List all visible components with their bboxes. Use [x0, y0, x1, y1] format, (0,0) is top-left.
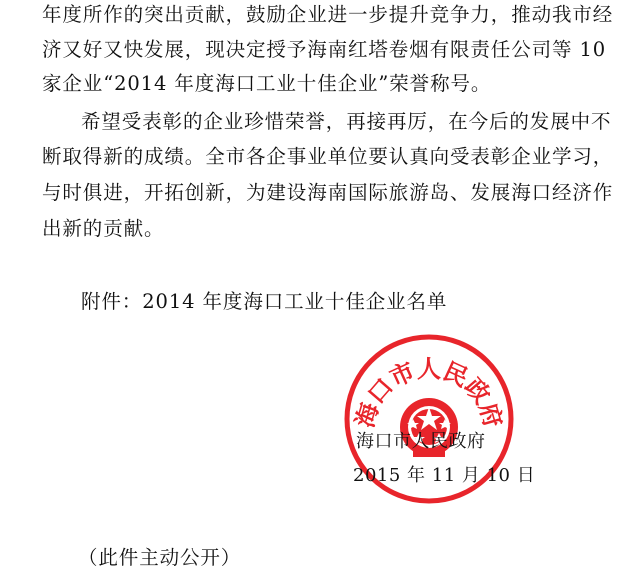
attachment-line: 附件：2014 年度海口工业十佳企业名单 — [81, 290, 448, 313]
body-line-2: 济又好又快发展，现决定授予海南红塔卷烟有限责任公司等 10 — [42, 38, 607, 61]
body-line-3: 家企业“2014 年度海口工业十佳企业”荣誉称号。 — [42, 72, 492, 95]
body-line-1: 年度所作的突出贡献，鼓励企业进一步提升竞争力，推动我市经 — [42, 3, 614, 26]
disclosure-note: （此件主动公开） — [78, 546, 242, 569]
body-line-7: 出新的贡献。 — [42, 217, 165, 240]
seal-text: 海口市人民政府 — [350, 354, 508, 431]
issuer-name: 海口市人民政府 — [356, 431, 486, 452]
body-line-6: 与时俱进，开拓创新，为建设海南国际旅游岛、发展海口经济作 — [42, 181, 614, 204]
issue-date: 2015 年 11 月 10 日 — [353, 465, 536, 486]
body-line-4: 希望受表彰的企业珍惜荣誉，再接再厉，在今后的发展中不 — [81, 110, 612, 133]
body-line-5: 断取得新的成绩。全市各企事业单位要认真向受表彰企业学习， — [42, 145, 614, 168]
